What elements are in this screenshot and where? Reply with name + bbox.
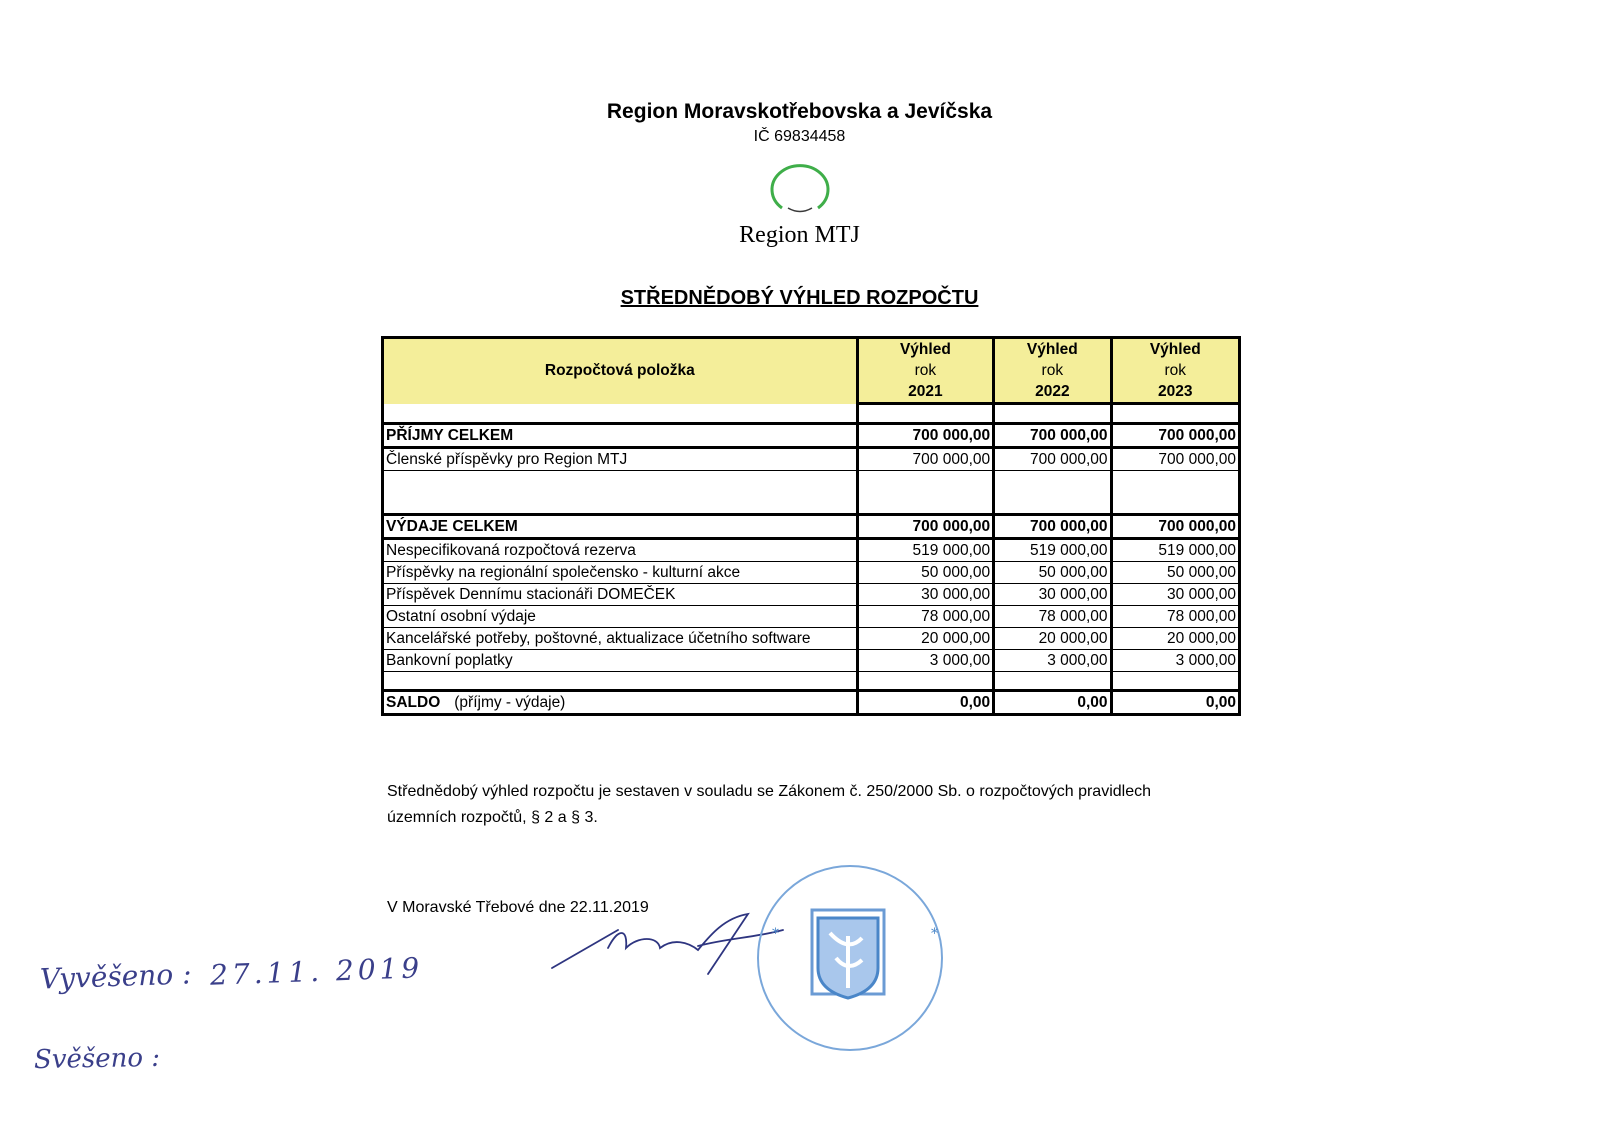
row-value: 0,00 — [857, 691, 993, 715]
row-label: PŘÍJMY CELKEM — [383, 424, 858, 448]
row-value: 700 000,00 — [994, 515, 1111, 539]
row-value: 519 000,00 — [857, 539, 993, 562]
table-row — [383, 650, 1240, 672]
removed-label: Svěšeno : — [33, 1042, 161, 1076]
row-value: 700 000,00 — [994, 424, 1111, 448]
spacer-row — [383, 672, 1240, 691]
column-sub: rok — [857, 360, 993, 381]
row-value: 50 000,00 — [857, 562, 993, 584]
expense-total-row — [383, 515, 1240, 539]
column-year: 2022 — [994, 381, 1111, 404]
row-value: 50 000,00 — [1111, 562, 1239, 584]
column-year: 2023 — [1111, 381, 1239, 404]
table-row — [383, 448, 1240, 471]
row-value: 20 000,00 — [994, 628, 1111, 650]
row-value: 78 000,00 — [857, 606, 993, 628]
column-label: Výhled — [1111, 338, 1239, 361]
official-stamp — [750, 858, 950, 1063]
row-value: 3 000,00 — [994, 650, 1111, 672]
saldo-label: SALDO — [386, 693, 441, 711]
row-value: 20 000,00 — [857, 628, 993, 650]
table-row — [383, 628, 1240, 650]
row-value: 0,00 — [994, 691, 1111, 715]
row-value: 3 000,00 — [857, 650, 993, 672]
document-title: STŘEDNĚDOBÝ VÝHLED ROZPOČTU — [620, 287, 979, 309]
place-and-date: V Moravské Třebové dne 22.11.2019 — [387, 899, 649, 916]
row-value: 20 000,00 — [1111, 628, 1239, 650]
spacer-row — [383, 404, 1240, 424]
budget-table — [381, 336, 1241, 716]
organization-name: Region Moravskotřebovska a Jevíčska — [606, 100, 993, 123]
svg-text:*: * — [931, 926, 938, 942]
table-row — [383, 606, 1240, 628]
row-value: 30 000,00 — [1111, 584, 1239, 606]
row-value: 700 000,00 — [857, 424, 993, 448]
table-row — [383, 562, 1240, 584]
row-value: 700 000,00 — [857, 515, 993, 539]
saldo-note: (příjmy - výdaje) — [454, 693, 566, 711]
posted-label: Vyvěšeno : — [39, 957, 192, 996]
table-row — [383, 584, 1240, 606]
column-sub: rok — [1111, 360, 1239, 381]
row-value: 700 000,00 — [1111, 424, 1239, 448]
row-value: 700 000,00 — [857, 448, 993, 471]
row-value: 30 000,00 — [857, 584, 993, 606]
saldo-row — [383, 691, 1240, 715]
row-value: 78 000,00 — [994, 606, 1111, 628]
row-label: Příspěvky na regionální společensko - kulturní akce — [383, 562, 858, 584]
header-row-label — [383, 338, 1240, 361]
row-value: 700 000,00 — [1111, 515, 1239, 539]
saldo-label-cell — [383, 691, 858, 715]
item-column-header: Rozpočtová položka — [383, 338, 858, 404]
row-label: VÝDAJE CELKEM — [383, 515, 858, 539]
row-value: 3 000,00 — [1111, 650, 1239, 672]
row-label: Příspěvek Dennímu stacionáři DOMEČEK — [383, 584, 858, 606]
row-label: Členské příspěvky pro Region MTJ — [383, 448, 858, 471]
logo-circle-icon — [768, 160, 832, 220]
logo-text: Region MTJ — [739, 222, 860, 248]
column-year: 2021 — [857, 381, 993, 404]
row-value: 0,00 — [1111, 691, 1239, 715]
table-row — [383, 539, 1240, 562]
row-value: 50 000,00 — [994, 562, 1111, 584]
column-sub: rok — [994, 360, 1111, 381]
row-value: 700 000,00 — [1111, 448, 1239, 471]
row-value: 30 000,00 — [994, 584, 1111, 606]
posted-date: 27.11. 2019 — [209, 951, 424, 992]
stamp-seal-icon — [750, 858, 950, 1058]
row-label: Nespecifikovaná rozpočtová rezerva — [383, 539, 858, 562]
region-logo — [768, 160, 832, 225]
legal-note: Střednědobý výhled rozpočtu je sestaven v souladu se Zákonem č. 250/2000 Sb. o rozpočtových pravidlech územních rozpočtů, § 2 a § 3. — [387, 783, 1152, 826]
row-value: 519 000,00 — [994, 539, 1111, 562]
column-label: Výhled — [857, 338, 993, 361]
income-total-row — [383, 424, 1240, 448]
row-label: Ostatní osobní výdaje — [383, 606, 858, 628]
spacer-row — [383, 471, 1240, 515]
row-value: 700 000,00 — [994, 448, 1111, 471]
organization-id: IČ 69834458 — [753, 128, 846, 145]
row-value: 78 000,00 — [1111, 606, 1239, 628]
row-label: Bankovní poplatky — [383, 650, 858, 672]
column-label: Výhled — [994, 338, 1111, 361]
svg-text:*: * — [772, 926, 779, 942]
row-value: 519 000,00 — [1111, 539, 1239, 562]
row-label: Kancelářské potřeby, poštovné, aktualizace účetního software — [383, 628, 858, 650]
